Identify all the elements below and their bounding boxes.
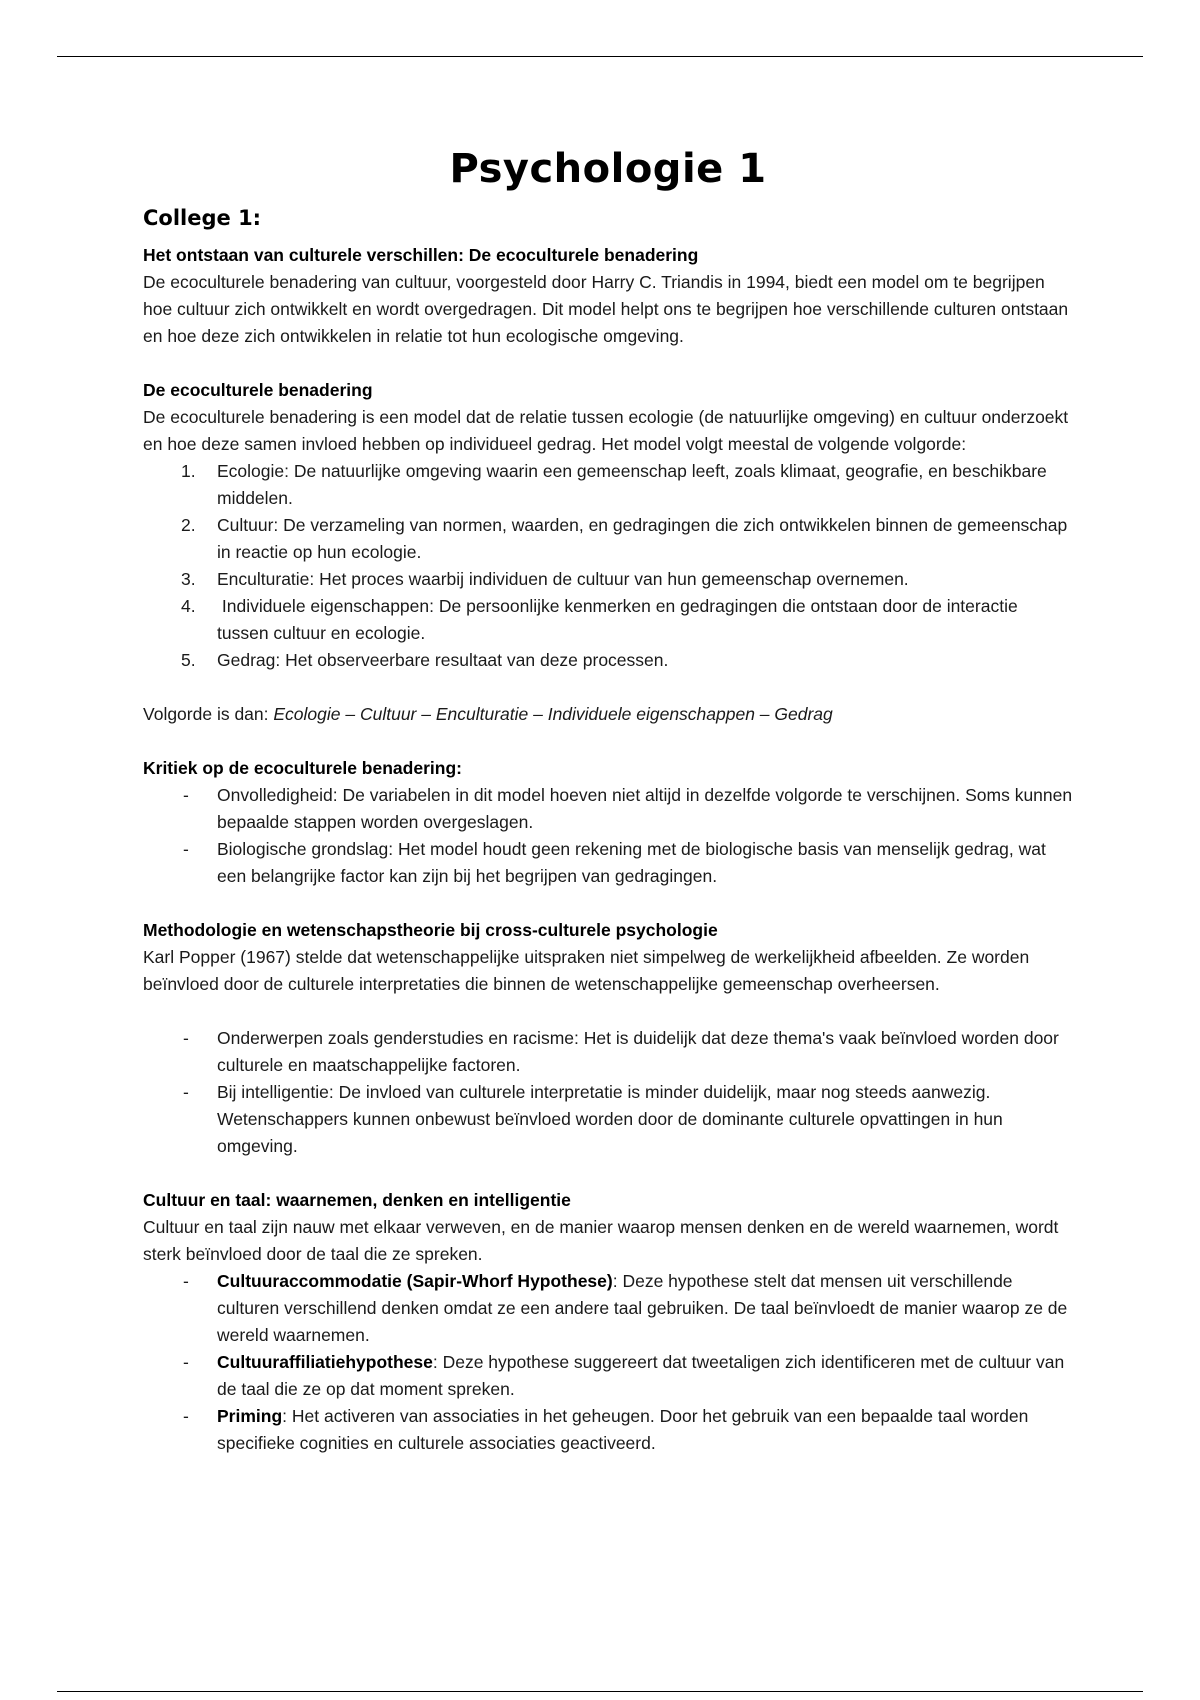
numbered-list [143, 458, 1073, 674]
dash-marker: - [183, 839, 189, 859]
list-item [143, 593, 1073, 647]
list-item-text: : Het activeren van associaties in het geheugen. Door het gebruik van een bepaalde taal worden specifieke cognities en culturele associaties geactiveerd. [217, 1406, 1029, 1453]
paragraph: De ecoculturele benadering is een model dat de relatie tussen ecologie (de natuurlijke omgeving) en cultuur onderzoekt en hoe deze samen invloed hebben op individueel gedrag. Het model volgt meestal de volgende volgorde: [143, 407, 1069, 454]
term: Priming [217, 1406, 283, 1426]
list-item [143, 1268, 1073, 1349]
page-title: Psychologie 1 [449, 146, 767, 192]
paragraph: De ecoculturele benadering van cultuur, voorgesteld door Harry C. Triandis in 1994, biedt een model om te begrijpen hoe cultuur zich ontwikkelt en wordt overgedragen. Dit model helpt ons te begrijpen hoe verschillende culturen ontstaan en hoe deze zich ontwikkelen in relatie tot hun ecologische omgeving. [143, 272, 1069, 346]
order-line [143, 701, 1073, 728]
order-label: Volgorde is dan: [143, 704, 274, 724]
list-item-text: : Deze hypothese suggereert dat tweetaligen zich identificeren met de cultuur van de taal die ze op dat moment spreken. [217, 1352, 1065, 1399]
dash-marker: - [183, 1352, 189, 1372]
list-number: 5. [181, 650, 196, 670]
college-heading: College 1: [143, 206, 262, 230]
paragraph: Cultuur en taal zijn nauw met elkaar verweven, en de manier waarop mensen denken en de wereld waarnemen, wordt sterk beïnvloed door de taal die ze spreken. [143, 1217, 1059, 1264]
list-item-text: Ecologie: De natuurlijke omgeving waarin een gemeenschap leeft, zoals klimaat, geografie, en beschikbare middelen. [217, 461, 1047, 508]
list-item [143, 512, 1073, 566]
list-item [143, 836, 1073, 890]
list-item-text: Biologische grondslag: Het model houdt geen rekening met de biologische basis van menselijk gedrag, wat een belangrijke factor kan zijn bij het begrijpen van gedragingen. [217, 839, 1046, 886]
dash-marker: - [183, 1271, 189, 1291]
list-item-text: Gedrag: Het observeerbare resultaat van deze processen. [217, 650, 669, 670]
section-title: Kritiek op de ecoculturele benadering: [143, 758, 462, 778]
list-item-text: Enculturatie: Het proces waarbij individuen de cultuur van hun gemeenschap overnemen. [217, 569, 909, 589]
list-item [143, 1025, 1073, 1079]
section-title: Cultuur en taal: waarnemen, denken en intelligentie [143, 1190, 571, 1210]
list-item-text: Onderwerpen zoals genderstudies en racisme: Het is duidelijk dat deze thema's vaak beïnvloed worden door culturele en maatschappelijke factoren. [217, 1028, 1059, 1075]
list-number: 2. [181, 515, 196, 535]
bullet-list [143, 1268, 1073, 1457]
list-item [143, 566, 1073, 593]
list-item [143, 1079, 1073, 1160]
paragraph: Karl Popper (1967) stelde dat wetenschappelijke uitspraken niet simpelweg de werkelijkheid afbeelden. Ze worden beïnvloed door de culturele interpretaties die binnen de wetenschappelijke gemeenschap overheersen. [143, 947, 1030, 994]
bullet-list [143, 1025, 1073, 1160]
dash-marker: - [183, 785, 189, 805]
term: Cultuuraffiliatiehypothese [217, 1352, 433, 1372]
section-title: Het ontstaan van culturele verschillen: De ecoculturele benadering [143, 245, 699, 265]
header-rule [57, 56, 1143, 57]
bullet-list [143, 782, 1073, 890]
list-item [143, 647, 1073, 674]
list-item-text: : Deze hypothese stelt dat mensen uit verschillende culturen verschillend denken omdat ze een andere taal gebruiken. De taal beïnvloedt de manier waarop ze de wereld waarnemen. [217, 1271, 1068, 1345]
dash-marker: - [183, 1082, 189, 1102]
dash-marker: - [183, 1406, 189, 1426]
list-item-text: Individuele eigenschappen: De persoonlijke kenmerken en gedragingen die ontstaan door de interactie tussen cultuur en ecologie. [217, 596, 1023, 643]
footer-rule [57, 1691, 1143, 1692]
dash-marker: - [183, 1028, 189, 1048]
list-item [143, 782, 1073, 836]
list-item [143, 458, 1073, 512]
document-body [143, 138, 1073, 1457]
list-number: 1. [181, 461, 196, 481]
order-value: Ecologie – Cultuur – Enculturatie – Individuele eigenschappen – Gedrag [273, 704, 833, 724]
list-item-text: Bij intelligentie: De invloed van culturele interpretatie is minder duidelijk, maar nog steeds aanwezig. Wetenschappers kunnen onbewust beïnvloed worden door de dominante culturele opvattingen in hun omgeving. [217, 1082, 1003, 1156]
list-item-text: Cultuur: De verzameling van normen, waarden, en gedragingen die zich ontwikkelen binnen de gemeenschap in reactie op hun ecologie. [217, 515, 1068, 562]
section-title: De ecoculturele benadering [143, 380, 373, 400]
list-item [143, 1403, 1073, 1457]
section-title: Methodologie en wetenschapstheorie bij cross-culturele psychologie [143, 920, 718, 940]
list-item-text: Onvolledigheid: De variabelen in dit model hoeven niet altijd in dezelfde volgorde te verschijnen. Soms kunnen bepaalde stappen worden overgeslagen. [217, 785, 1073, 832]
list-item [143, 1349, 1073, 1403]
term: Cultuuraccommodatie (Sapir-Whorf Hypothese) [217, 1271, 613, 1291]
list-number: 3. [181, 569, 196, 589]
list-number: 4. [181, 596, 196, 616]
